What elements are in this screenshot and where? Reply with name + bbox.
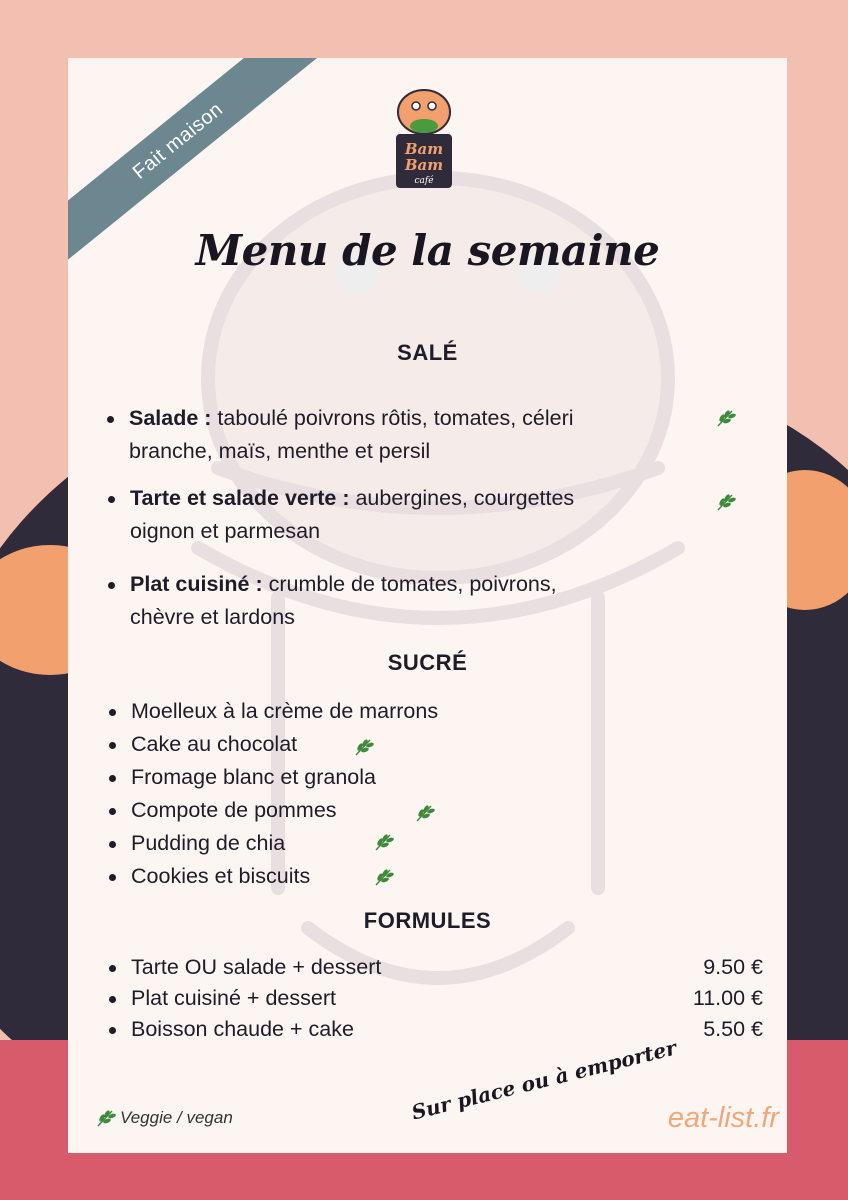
list-item [131, 951, 381, 984]
bullet [109, 965, 116, 972]
bullet [107, 416, 114, 423]
list-item [131, 827, 285, 860]
item-text: aubergines, courgettes [349, 486, 575, 510]
list-item [131, 794, 337, 827]
price: 9.50 € [703, 955, 763, 979]
item-label: Plat cuisiné : [130, 572, 263, 596]
price: 11.00 € [692, 986, 763, 1010]
site-link[interactable]: eat-list.fr [667, 1102, 779, 1134]
list-item [131, 728, 297, 761]
item-text: chèvre et lardons [130, 605, 295, 629]
item-text: crumble de tomates, poivrons, [262, 572, 557, 596]
list-item-salade [129, 402, 729, 468]
leaf-icon [96, 1108, 116, 1128]
item-label: Salade : [129, 406, 212, 430]
item-text: Boisson chaude + cake [131, 1017, 354, 1041]
logo-text-3: café [414, 176, 434, 186]
logo-mascot [388, 82, 460, 192]
leaf-icon [374, 867, 394, 887]
item-text: branche, maïs, menthe et persil [129, 439, 431, 463]
ribbon-text: Fait maison [128, 97, 227, 184]
bullet [109, 742, 116, 749]
list-item [131, 1013, 354, 1046]
section-title-formules: FORMULES [363, 908, 492, 933]
legend-text: Veggie / vegan [120, 1108, 233, 1127]
list-item [131, 982, 336, 1015]
leaf-icon [415, 803, 435, 823]
bullet [109, 841, 116, 848]
item-text: Moelleux à la crème de marrons [131, 699, 439, 723]
leaf-icon [716, 492, 736, 512]
bullet [108, 582, 115, 589]
legend [96, 1108, 233, 1128]
list-item [131, 761, 376, 794]
bullet [109, 709, 116, 716]
section-title-sale: SALÉ [397, 340, 458, 365]
bullet [109, 996, 116, 1003]
item-text: Plat cuisiné + dessert [131, 986, 336, 1010]
section-title-sucre: SUCRÉ [387, 650, 468, 675]
bullet [109, 874, 116, 881]
price: 5.50 € [703, 1017, 763, 1041]
list-item [131, 695, 438, 728]
item-label: Tarte et salade verte : [130, 486, 350, 510]
page-title: Menu de la semaine [195, 226, 660, 275]
leaf-icon [354, 737, 374, 757]
list-item-tarte [130, 482, 730, 548]
item-text: Fromage blanc et granola [131, 765, 377, 789]
item-text: Tarte OU salade + dessert [131, 955, 382, 979]
item-text: Compote de pommes [131, 798, 337, 822]
item-text: taboulé poivrons rôtis, tomates, céleri [211, 406, 574, 430]
leaf-icon [374, 832, 394, 852]
bullet [109, 775, 116, 782]
bullet [108, 496, 115, 503]
item-text: Cake au chocolat [131, 732, 298, 756]
list-item [131, 860, 310, 893]
takeaway-note: Sur place ou à emporter [409, 1035, 679, 1125]
leaf-icon [716, 408, 736, 428]
bullet [109, 808, 116, 815]
bullet [109, 1027, 116, 1034]
item-text: Pudding de chia [131, 831, 286, 855]
logo-text-2: Bam [404, 156, 444, 174]
item-text: oignon et parmesan [130, 519, 321, 543]
menu-card [68, 58, 787, 1153]
logo-text-1: Bam [404, 140, 444, 158]
item-text: Cookies et biscuits [131, 864, 311, 888]
list-item-plat [130, 568, 730, 634]
